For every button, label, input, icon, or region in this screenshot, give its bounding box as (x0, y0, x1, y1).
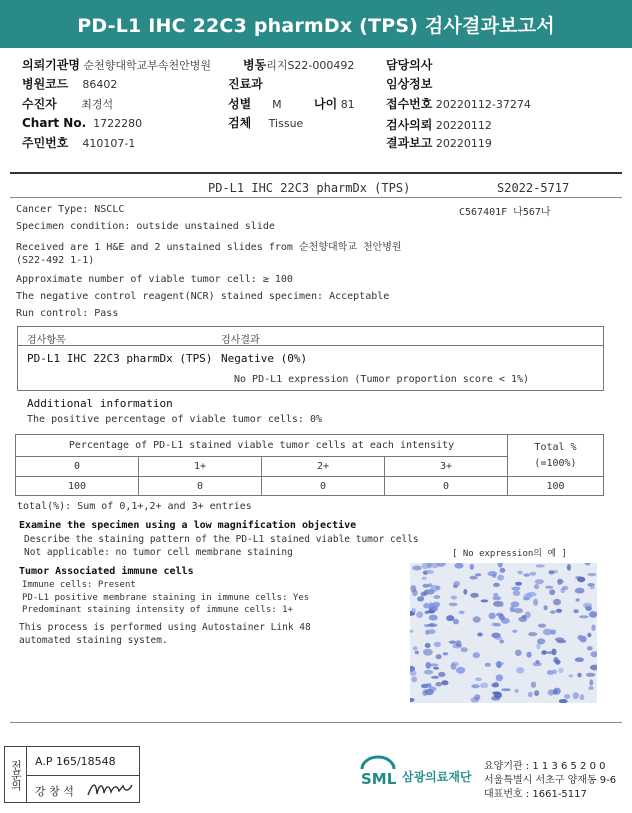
cell-nucleus (433, 667, 439, 670)
cell-nucleus (471, 684, 479, 688)
test-name-heading: PD-L1 IHC 22C3 pharmDx (TPS) (208, 181, 411, 195)
report-title: PD-L1 IHC 22C3 pharmDx (TPS) 검사결과보고서 (77, 14, 555, 37)
process-line-2: automated staining system. (19, 635, 168, 646)
result-value: Negative (0%) (221, 352, 308, 365)
ward-field (243, 56, 354, 73)
cell-nucleus (424, 670, 434, 675)
license-number: A.P 165/18548 (35, 755, 116, 768)
result-item: PD-L1 IHC 22C3 pharmDx (TPS) (27, 352, 213, 365)
intensity-value-3: 0 (385, 477, 508, 496)
cell-nucleus (429, 623, 433, 626)
cell-nucleus (413, 646, 418, 650)
cell-nucleus (575, 657, 584, 662)
cell-nucleus (575, 588, 585, 594)
cell-nucleus (586, 673, 596, 677)
cell-nucleus (512, 630, 517, 633)
microscopy-cells (410, 563, 597, 703)
result-col-item-header: 검사항목 (27, 335, 66, 346)
cell-nucleus (456, 667, 465, 674)
cell-nucleus (579, 636, 586, 643)
cell-nucleus (426, 662, 432, 669)
cell-nucleus (489, 613, 496, 620)
exam-line-2: Not applicable: no tumor cell membrane staining (24, 547, 293, 558)
intensity-value-0: 100 (16, 477, 139, 496)
cell-nucleus (516, 667, 524, 673)
cell-nucleus (415, 651, 420, 655)
cell-nucleus (423, 649, 433, 656)
cell-nucleus (410, 630, 413, 633)
receipt-field (386, 95, 531, 112)
cell-nucleus (410, 670, 416, 676)
cell-nucleus (590, 586, 595, 589)
cell-nucleus (561, 587, 565, 593)
cell-nucleus (436, 654, 442, 659)
cell-nucleus (528, 632, 537, 636)
image-caption: [ No expression의 예 ] (452, 549, 567, 559)
doctor-name: 강 창 석 (35, 785, 74, 798)
specimen-value: Tissue (268, 117, 304, 130)
dept-field (228, 75, 263, 92)
cell-nucleus (527, 592, 537, 597)
additional-title: Additional information (27, 397, 173, 410)
clinical-label: 임상정보 (386, 77, 433, 91)
report-date-label: 결과보고 (386, 136, 433, 150)
cell-nucleus (529, 572, 536, 576)
cell-nucleus (556, 609, 562, 613)
chart-label: Chart No. (22, 116, 87, 130)
cell-nucleus (429, 602, 433, 607)
cell-nucleus (590, 665, 597, 671)
specialist-label: 전문의 (5, 747, 27, 802)
specimen-code: C567401F 나567나 (459, 207, 551, 218)
heading-underline (10, 197, 622, 198)
addr-line-3: 대표번호 : 1661-5117 (484, 789, 587, 800)
specimen-field (228, 114, 303, 131)
signature-image (85, 778, 135, 800)
microscopy-image (410, 563, 597, 703)
cell-nucleus (588, 686, 593, 690)
immune-line-1: Immune cells: Present (22, 580, 136, 590)
cell-nucleus (427, 610, 435, 613)
cell-nucleus (451, 596, 457, 600)
cell-nucleus (411, 608, 416, 613)
cell-nucleus (549, 589, 555, 595)
cell-nucleus (587, 646, 593, 650)
cell-nucleus (577, 673, 581, 678)
cell-nucleus (579, 615, 589, 618)
report-line-7: Run control: Pass (16, 308, 119, 319)
cell-nucleus (473, 616, 481, 622)
intensity-label-1: 1+ (139, 457, 262, 477)
report-line-6: The negative control reagent(NCR) stained specimen: Acceptable (16, 291, 390, 302)
cell-nucleus (433, 595, 440, 599)
cell-nucleus (453, 619, 459, 625)
cell-nucleus (446, 615, 454, 621)
resident-field (22, 134, 135, 151)
cell-nucleus (551, 649, 556, 656)
sex-label: 성별 (228, 97, 252, 111)
intensity-table-header: Percentage of PD-L1 stained viable tumor cells at each intensity (16, 435, 508, 457)
cell-nucleus (470, 593, 478, 598)
cell-nucleus (515, 582, 522, 586)
cell-nucleus (552, 670, 557, 675)
ward-value: 리지S22-000492 (266, 59, 355, 72)
cell-nucleus (417, 596, 424, 601)
cell-nucleus (449, 641, 457, 644)
cell-nucleus (515, 650, 522, 657)
cell-nucleus (531, 682, 536, 688)
cell-nucleus (577, 577, 585, 583)
cell-nucleus (481, 599, 489, 602)
receipt-value: 20220112-37274 (435, 98, 531, 111)
cell-nucleus (554, 570, 558, 574)
cell-nucleus (441, 680, 448, 685)
report-date-value: 20220119 (435, 137, 492, 150)
cell-nucleus (499, 615, 505, 620)
cell-nucleus (525, 612, 531, 619)
cell-nucleus (497, 575, 504, 581)
cell-nucleus (500, 568, 506, 573)
cell-nucleus (421, 592, 426, 597)
exam-line-1: Describe the staining pattern of the PD-L1 stained viable tumor cells (24, 534, 419, 545)
cell-nucleus (591, 625, 595, 631)
cell-nucleus (493, 593, 498, 598)
age-label: 나이 (314, 97, 338, 111)
cell-nucleus (524, 573, 530, 576)
cell-nucleus (587, 583, 594, 587)
cell-nucleus (559, 699, 568, 703)
report-line-4: (S22-492 1-1) (16, 255, 95, 266)
cell-nucleus (580, 694, 585, 700)
institution-label: 의뢰기관명 (22, 58, 80, 72)
cell-nucleus (545, 586, 553, 589)
ward-label: 병동 (243, 58, 267, 72)
cell-nucleus (449, 603, 458, 607)
cell-nucleus (412, 566, 422, 571)
cell-nucleus (496, 674, 503, 681)
cell-nucleus (573, 609, 578, 613)
intensity-total: 100 (508, 477, 604, 496)
cell-nucleus (412, 589, 418, 596)
foundation-name: 삼광의료재단 (402, 770, 472, 784)
logo-mark-icon (358, 755, 398, 787)
age-value: 81 (340, 98, 355, 111)
patient-label: 수진자 (22, 97, 57, 111)
footer-divider (10, 722, 622, 723)
immune-title: Tumor Associated immune cells (19, 566, 194, 577)
request-label: 검사의뢰 (386, 118, 433, 132)
logo-text: SML (361, 770, 397, 787)
result-table-divider (17, 345, 604, 346)
clinical-field (386, 75, 432, 92)
cell-nucleus (532, 662, 541, 666)
total-header-line1: Total % (534, 441, 577, 453)
total-header-line2: (=100%) (534, 457, 577, 469)
cell-nucleus (550, 610, 556, 613)
institution-field (22, 56, 211, 73)
cell-nucleus (534, 584, 539, 589)
cell-nucleus (544, 605, 548, 610)
cell-nucleus (443, 652, 449, 655)
intensity-value-1: 0 (139, 477, 262, 496)
intensity-value-2: 0 (262, 477, 385, 496)
additional-line: The positive percentage of viable tumor cells: 0% (27, 414, 323, 425)
receipt-label: 접수번호 (386, 97, 433, 111)
hospital-code-field (22, 75, 117, 92)
chart-field (22, 116, 142, 130)
cell-nucleus (475, 677, 482, 681)
cell-nucleus (585, 563, 591, 565)
hospital-code-label: 병원코드 (22, 77, 69, 91)
cell-nucleus (429, 615, 438, 621)
total-note: total(%): Sum of 0,1+,2+ and 3+ entries (17, 501, 252, 512)
exam-title: Examine the specimen using a low magnification objective (19, 520, 357, 531)
cell-nucleus (541, 650, 547, 654)
cell-nucleus (416, 611, 423, 618)
cell-nucleus (432, 602, 440, 608)
cell-nucleus (589, 611, 597, 618)
report-line-3: Received are 1 H&E and 2 unstained slides from 순천향대학교 천안병원 (16, 242, 402, 253)
report-title-bar (0, 0, 632, 48)
report-line-1: Cancer Type: NSCLC (16, 204, 125, 215)
cell-nucleus (589, 679, 593, 685)
age-field (314, 95, 355, 112)
cell-nucleus (543, 629, 553, 636)
cell-nucleus (511, 587, 520, 591)
cell-nucleus (583, 603, 592, 609)
cell-nucleus (553, 657, 558, 663)
cell-nucleus (501, 688, 511, 691)
cell-nucleus (424, 624, 430, 627)
addr-line-1: 요양기관 : 1 1 3 6 5 2 0 0 (484, 761, 606, 772)
cell-nucleus (426, 683, 431, 687)
cell-nucleus (435, 586, 440, 590)
result-col-result-header: 검사결과 (221, 335, 260, 346)
cell-nucleus (555, 637, 564, 641)
request-field (386, 116, 492, 133)
cell-nucleus (587, 633, 591, 638)
cell-nucleus (411, 676, 417, 682)
report-line-2: Specimen condition: outside unstained slide (16, 221, 275, 232)
cell-nucleus (537, 638, 545, 644)
cell-nucleus (517, 571, 523, 575)
sex-field (228, 95, 282, 112)
cell-nucleus (461, 647, 468, 652)
cell-nucleus (428, 629, 436, 634)
cell-nucleus (463, 589, 467, 595)
cell-nucleus (422, 577, 427, 580)
dept-label: 진료과 (228, 77, 263, 91)
report-line-5: Approximate number of viable tumor cell: ≥ 100 (16, 274, 293, 285)
signature-box-divider (27, 775, 139, 776)
resident-value: 410107-1 (82, 137, 136, 150)
cell-nucleus (477, 633, 483, 637)
cell-nucleus (435, 682, 442, 687)
cell-nucleus (499, 640, 504, 644)
hospital-code-value: 86402 (82, 78, 118, 91)
cell-nucleus (425, 570, 434, 574)
signature-box (4, 746, 140, 803)
cell-nucleus (459, 611, 465, 615)
total-header-cell (508, 435, 604, 477)
cell-nucleus (498, 563, 503, 568)
doctor-label: 담당의사 (386, 58, 433, 72)
cell-nucleus (553, 689, 558, 695)
cell-nucleus (431, 563, 439, 568)
report-divider (10, 172, 622, 174)
cell-nucleus (534, 690, 539, 696)
cell-nucleus (536, 564, 545, 567)
cell-nucleus (410, 698, 415, 702)
cell-nucleus (474, 694, 480, 700)
cell-nucleus (576, 598, 580, 602)
cell-nucleus (591, 651, 598, 657)
cell-nucleus (499, 601, 503, 607)
sml-logo (358, 755, 398, 791)
request-value: 20220112 (435, 119, 492, 132)
cell-nucleus (548, 570, 554, 574)
patient-value: 최경석 (81, 98, 114, 111)
cell-nucleus (480, 683, 488, 689)
cell-nucleus (558, 668, 563, 673)
cell-nucleus (485, 663, 491, 667)
chart-value: 1722280 (93, 117, 143, 130)
report-date-field (386, 134, 492, 151)
cell-nucleus (455, 563, 464, 569)
patient-field (22, 95, 113, 112)
cell-nucleus (535, 579, 544, 584)
cell-nucleus (475, 573, 482, 576)
cell-nucleus (494, 682, 499, 687)
cell-nucleus (425, 643, 431, 648)
intensity-table (15, 434, 604, 496)
report-number: S2022-5717 (497, 181, 570, 195)
cell-nucleus (495, 623, 501, 627)
cell-nucleus (434, 642, 441, 647)
intensity-label-0: 0 (16, 457, 139, 477)
cell-nucleus (438, 672, 445, 677)
cell-nucleus (553, 599, 561, 606)
immune-line-2: PD-L1 positive membrane staining in immune cells: Yes (22, 593, 310, 603)
cell-nucleus (495, 662, 504, 665)
cell-nucleus (492, 691, 500, 694)
cell-nucleus (487, 571, 497, 576)
cell-nucleus (567, 564, 571, 571)
cell-nucleus (453, 581, 460, 587)
intensity-label-3: 3+ (385, 457, 508, 477)
cell-nucleus (558, 579, 564, 584)
cell-nucleus (493, 583, 500, 587)
cell-nucleus (470, 564, 474, 570)
cell-nucleus (538, 624, 546, 628)
cell-nucleus (564, 694, 570, 699)
cell-nucleus (533, 599, 538, 606)
process-line-1: This process is performed using Autostainer Link 48 (19, 622, 311, 633)
resident-label: 주민번호 (22, 136, 69, 150)
cell-nucleus (527, 652, 532, 658)
institution-value: 순천향대학교부속천안병원 (83, 59, 211, 72)
immune-line-3: Predominant staining intensity of immune cells: 1+ (22, 605, 293, 615)
cell-nucleus (511, 601, 520, 607)
cell-nucleus (587, 573, 596, 576)
result-detail: No PD-L1 expression (Tumor proportion score < 1%) (234, 374, 530, 385)
cell-nucleus (456, 640, 462, 647)
cell-nucleus (431, 676, 439, 679)
cell-nucleus (515, 689, 519, 693)
cell-nucleus (528, 692, 533, 698)
sex-value: M (272, 98, 282, 111)
cell-nucleus (451, 662, 459, 667)
cell-nucleus (513, 590, 521, 596)
cell-nucleus (494, 636, 502, 639)
cell-nucleus (573, 692, 579, 699)
intensity-label-2: 2+ (262, 457, 385, 477)
cell-nucleus (514, 608, 523, 613)
addr-line-2: 서울특별시 서초구 양재동 9-6 (484, 775, 617, 786)
cell-nucleus (425, 689, 434, 695)
doctor-field (386, 56, 432, 73)
cell-nucleus (569, 674, 574, 677)
cell-nucleus (473, 652, 480, 658)
cell-nucleus (470, 576, 478, 580)
specimen-label: 검체 (228, 116, 252, 130)
